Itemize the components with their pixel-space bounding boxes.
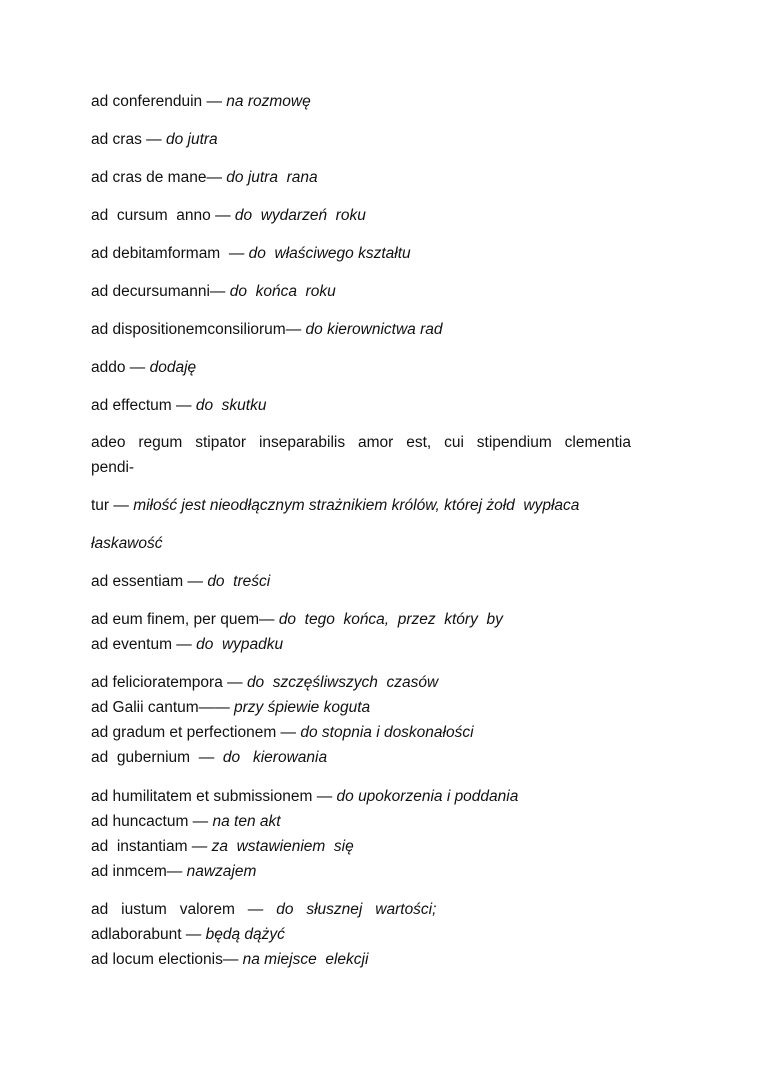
polish-translation: do słusznej wartości; bbox=[276, 901, 437, 918]
polish-translation: będą dążyć bbox=[205, 926, 285, 943]
latin-term: ad instantiam — bbox=[91, 838, 212, 855]
polish-translation: do treści bbox=[207, 573, 271, 590]
latin-term: ad humilitatem et submissionem — bbox=[91, 788, 337, 805]
latin-term: ad decursumanni— bbox=[91, 283, 230, 300]
latin-term: adeo regum stipator inseparabilis amor est, cui stipendium clementia bbox=[91, 434, 631, 451]
entry-line bbox=[91, 635, 283, 655]
polish-translation: do kierownictwa rad bbox=[305, 321, 443, 338]
latin-term: ad dispositionemconsiliorum— bbox=[91, 321, 306, 338]
entry-line bbox=[91, 950, 368, 970]
entry-line bbox=[91, 130, 218, 150]
polish-translation: do szczęśliwszych czasów bbox=[246, 674, 439, 691]
polish-translation: do tego końca, przez który by bbox=[278, 611, 503, 628]
polish-translation: przy śpiewie koguta bbox=[234, 699, 371, 716]
polish-translation: na miejsce elekcji bbox=[242, 951, 369, 968]
entry-line bbox=[91, 572, 270, 592]
polish-translation: do upokorzenia i poddania bbox=[336, 788, 519, 805]
polish-translation: za wstawieniem się bbox=[211, 838, 354, 855]
entry-line bbox=[91, 206, 366, 226]
latin-term: tur — bbox=[91, 497, 134, 514]
latin-term: ad eventum — bbox=[91, 636, 197, 653]
latin-term: ad effectum — bbox=[91, 397, 196, 414]
polish-translation: do stopnia i doskonałości bbox=[300, 724, 474, 741]
entry-line bbox=[91, 673, 438, 693]
polish-translation: nawzajem bbox=[186, 863, 257, 880]
entry-line bbox=[91, 244, 411, 264]
latin-term: ad iustum valorem — bbox=[91, 901, 277, 918]
entry-line bbox=[91, 396, 266, 416]
latin-term: ad locum electionis— bbox=[91, 951, 243, 968]
latin-term: ad conferenduin — bbox=[91, 93, 227, 110]
entry-line bbox=[91, 748, 327, 768]
latin-term: ad huncactum — bbox=[91, 813, 213, 830]
entry-line bbox=[91, 92, 311, 112]
polish-translation: na rozmowę bbox=[226, 93, 311, 110]
latin-term: ad inmcem— bbox=[91, 863, 187, 880]
latin-term: pendi- bbox=[91, 459, 135, 476]
polish-translation: do skutku bbox=[195, 397, 267, 414]
polish-translation: miłość jest nieodłącznym strażnikiem królów, której żołd wypłaca bbox=[133, 497, 580, 514]
entry-line bbox=[91, 925, 285, 945]
entry-line bbox=[91, 320, 443, 340]
entry-line bbox=[91, 458, 134, 478]
polish-translation: do jutra bbox=[165, 131, 218, 148]
polish-translation: do jutra rana bbox=[226, 169, 318, 186]
latin-term: ad cursum anno — bbox=[91, 207, 235, 224]
polish-translation: do właściwego kształtu bbox=[248, 245, 411, 262]
latin-term: adlaborabunt — bbox=[91, 926, 206, 943]
latin-term: ad gradum et perfectionem — bbox=[91, 724, 301, 741]
entry-line bbox=[91, 168, 318, 188]
polish-translation: do wypadku bbox=[196, 636, 284, 653]
latin-term: ad gubernium — bbox=[91, 749, 223, 766]
entry-line bbox=[91, 433, 631, 453]
polish-translation: do wydarzeń roku bbox=[234, 207, 366, 224]
latin-term: ad cras de mane— bbox=[91, 169, 227, 186]
entry-line bbox=[91, 900, 436, 920]
entry-line bbox=[91, 282, 336, 302]
latin-term: ad debitamformam — bbox=[91, 245, 249, 262]
latin-term: ad cras — bbox=[91, 131, 166, 148]
entry-line bbox=[91, 534, 163, 554]
entry-line bbox=[91, 496, 579, 516]
entry-line bbox=[91, 723, 474, 743]
latin-term: ad felicioratempora — bbox=[91, 674, 247, 691]
polish-translation: do końca roku bbox=[229, 283, 336, 300]
entry-line bbox=[91, 862, 256, 882]
polish-translation: dodaję bbox=[149, 359, 197, 376]
polish-translation: na ten akt bbox=[212, 813, 281, 830]
latin-term: addo — bbox=[91, 359, 150, 376]
entry-line bbox=[91, 698, 370, 718]
entry-line bbox=[91, 837, 354, 857]
latin-term: ad Galii cantum—— bbox=[91, 699, 234, 716]
latin-term: ad eum finem, per quem— bbox=[91, 611, 279, 628]
entry-line bbox=[91, 610, 503, 630]
latin-term: ad essentiam — bbox=[91, 573, 208, 590]
entry-line bbox=[91, 358, 196, 378]
entry-line bbox=[91, 787, 518, 807]
polish-translation: do kierowania bbox=[222, 749, 328, 766]
polish-translation: łaskawość bbox=[91, 535, 163, 552]
entry-line bbox=[91, 812, 281, 832]
